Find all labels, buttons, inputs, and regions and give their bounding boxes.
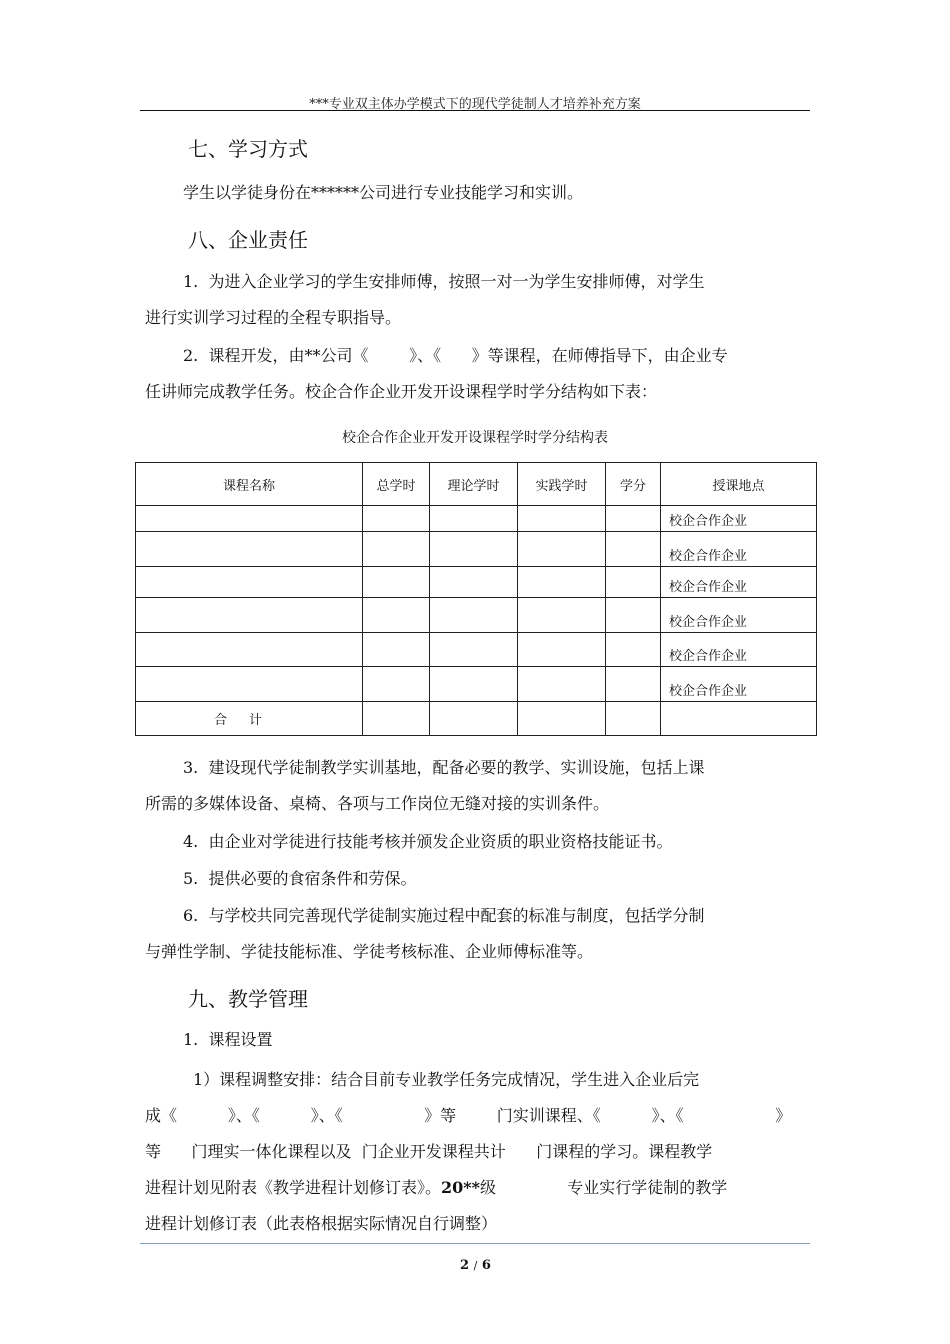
table-row bbox=[136, 506, 817, 532]
table-row bbox=[136, 532, 817, 567]
section-7-paragraph bbox=[145, 175, 809, 211]
section-8-title: 八、企业责任 bbox=[188, 228, 308, 252]
col-total-hours: 总学时 bbox=[363, 463, 430, 506]
table-row bbox=[136, 633, 817, 667]
subsection-course-setup: 1. 课程设置 bbox=[183, 1030, 273, 1049]
total-label: 合计 bbox=[136, 702, 363, 736]
item-2: 2. 课程开发，由**公司《 》、《 》等课程，在师傅指导下，由企业专 任讲师完成教学任务。校企合作企业开发开设课程学时学分结构如下表： bbox=[145, 346, 728, 401]
location-cell: 校企合作企业 bbox=[661, 532, 817, 567]
item-1: 1. 为进入企业学习的学生安排师傅，按照一对一为学生安排师傅，对学生 进行实训学习过程的全程专职指导。 bbox=[145, 272, 705, 327]
course-adjustment-paragraph: 1）课程调整安排：结合目前专业教学任务完成情况，学生进入企业后完 成《 》、《 》、《 》等 门实训课程、《 》、《 》 等 门理实一体化课程以及 门企业开发课程共计 门课程的学习。课程教学 进程计划见附表《教学进程计划修订表》。20**级 专业实行学徒制的教学 进程计划修订表（此表格根据实际情况自行调整） bbox=[145, 1070, 792, 1233]
section-9-title: 九、教学管理 bbox=[188, 987, 308, 1011]
item-6: 6. 与学校共同完善现代学徒制实施过程中配套的标准与制度，包括学分制 与弹性学制、学徒技能标准、学徒考核标准、企业师傅标准等。 bbox=[145, 906, 705, 961]
col-practice-hours: 实践学时 bbox=[518, 463, 606, 506]
location-cell: 校企合作企业 bbox=[661, 598, 817, 633]
table-row bbox=[136, 667, 817, 702]
col-theory-hours: 理论学时 bbox=[430, 463, 518, 506]
location-cell: 校企合作企业 bbox=[661, 633, 817, 667]
header-rule bbox=[140, 110, 810, 111]
footer-rule bbox=[140, 1243, 810, 1244]
col-location: 授课地点 bbox=[661, 463, 817, 506]
item-5: 5. 提供必要的食宿条件和劳保。 bbox=[183, 869, 417, 888]
item-4: 4. 由企业对学徒进行技能考核并颁发企业资质的职业资格技能证书。 bbox=[183, 832, 673, 851]
page-header: ***专业双主体办学模式下的现代学徒制人才培养补充方案 bbox=[309, 97, 641, 112]
credit-structure-table bbox=[135, 462, 817, 736]
location-cell: 校企合作企业 bbox=[661, 667, 817, 702]
section-7-title: 七、学习方式 bbox=[188, 137, 308, 161]
location-cell: 校企合作企业 bbox=[661, 506, 817, 532]
location-cell: 校企合作企业 bbox=[661, 567, 817, 598]
table-caption: 校企合作企业开发开设课程学时学分结构表 bbox=[342, 430, 608, 446]
table-total-row bbox=[136, 702, 817, 736]
item-3: 3. 建设现代学徒制教学实训基地，配备必要的教学、实训设施，包括上课 所需的多媒体设备、桌椅、各项与工作岗位无缝对接的实训条件。 bbox=[145, 758, 705, 813]
table-row bbox=[136, 598, 817, 633]
col-course-name: 课程名称 bbox=[136, 463, 363, 506]
page-number: 2 / 6 bbox=[460, 1258, 491, 1273]
table-header-row bbox=[136, 463, 817, 506]
col-credits: 学分 bbox=[606, 463, 661, 506]
table-row bbox=[136, 567, 817, 598]
section-7-text: 学生以学徒身份在******公司进行专业技能学习和实训。 bbox=[183, 183, 584, 202]
